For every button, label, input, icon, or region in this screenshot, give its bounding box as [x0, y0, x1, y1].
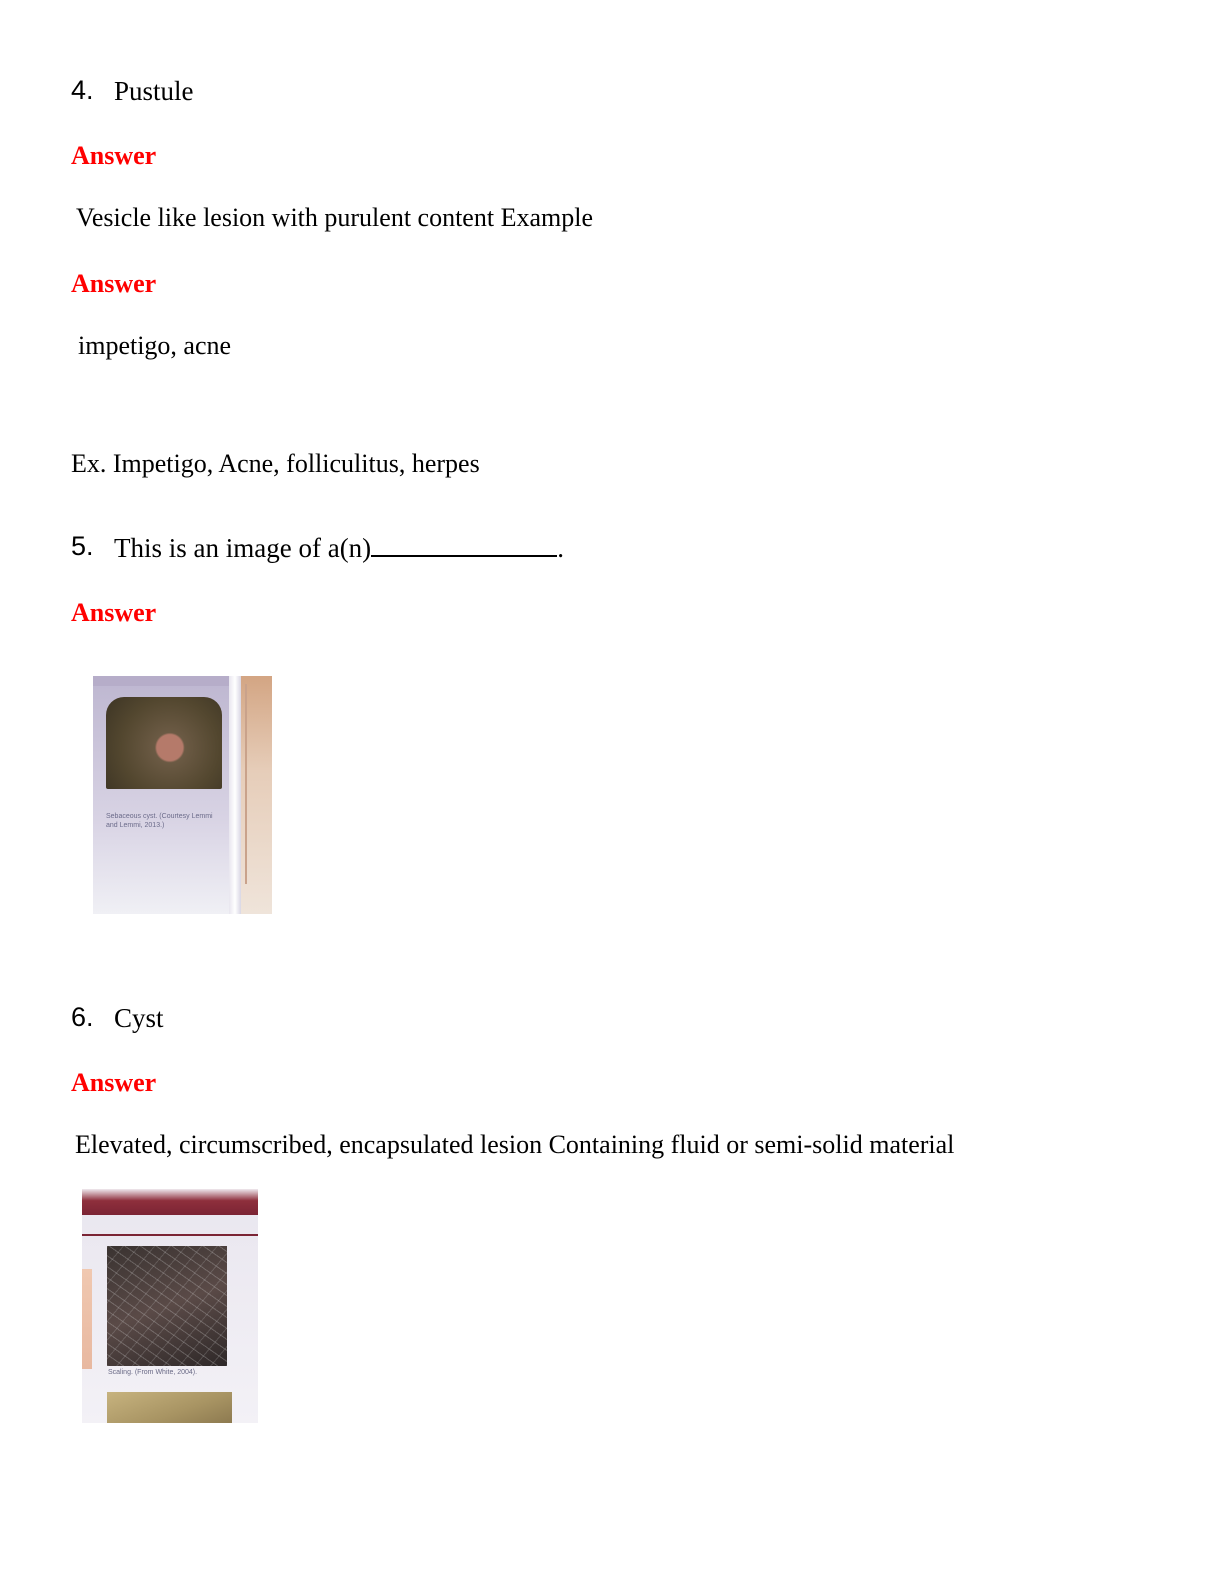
question-6-text: Cyst: [114, 1003, 164, 1033]
cyst-lesion-image: [106, 697, 222, 789]
textbook-rule: [82, 1234, 258, 1236]
question-5-number: 5.: [71, 531, 94, 561]
scaling-skin-image: [107, 1246, 227, 1366]
answer-label: Answer: [71, 598, 157, 627]
question-5-text: [114, 533, 564, 564]
side-illustration: [82, 1269, 92, 1369]
book-spine: [229, 676, 241, 914]
question-4-number: 4.: [71, 75, 94, 105]
facing-page-rule: [245, 684, 247, 884]
textbook-header-bar: [82, 1189, 258, 1215]
answer-definition: Elevated, circumscribed, encapsulated lesion Containing fluid or semi-solid material: [75, 1130, 955, 1159]
answer-label: Answer: [71, 269, 157, 298]
answer-label: Answer: [71, 141, 157, 170]
next-figure-image: [107, 1392, 232, 1423]
fill-in-blank: [371, 533, 557, 557]
question-4-text: Pustule: [114, 76, 194, 106]
textbook-page-header: [93, 676, 229, 686]
answer-label: Answer: [71, 1068, 157, 1097]
question-6-number: 6.: [71, 1002, 94, 1032]
photo-caption: Sebaceous cyst. (Courtesy Lemmi and Lemmi, 2013.): [106, 813, 213, 829]
scaling-photo: [82, 1189, 258, 1423]
sebaceous-cyst-photo: [93, 676, 272, 914]
examples-list: Ex. Impetigo, Acne, folliculitus, herpes: [71, 449, 480, 478]
answer-example: impetigo, acne: [78, 331, 232, 360]
question-5-prompt: This is an image of a(n): [114, 533, 372, 563]
photo-caption: Scaling. (From White, 2004).: [108, 1369, 198, 1376]
question-5-period: .: [557, 533, 564, 563]
answer-definition: Vesicle like lesion with purulent content Example: [76, 203, 593, 232]
